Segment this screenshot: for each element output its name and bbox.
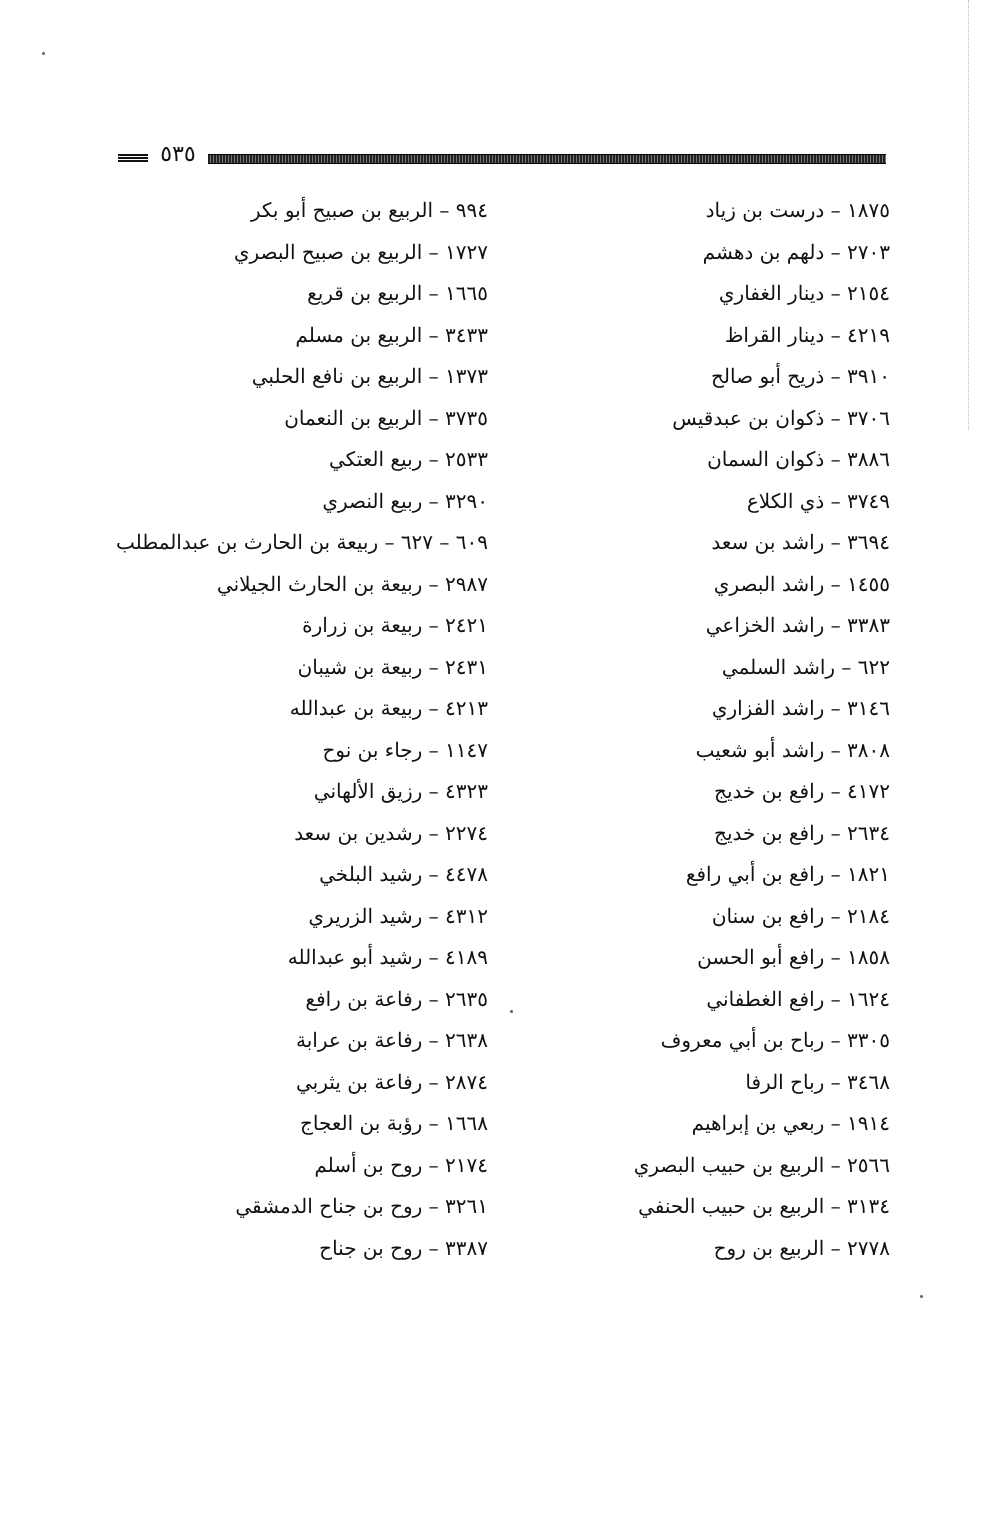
page-header — [118, 142, 886, 170]
index-entry: ٣١٣٤ – الربيع بن حبيب الحنفي — [638, 1194, 890, 1218]
index-entry: ٤١٨٩ – رشيد أبو عبدالله — [287, 945, 488, 969]
index-entry: ٢١٥٤ – دينار الغفاري — [718, 281, 890, 305]
scan-margin-line — [968, 0, 970, 430]
index-entry: ١٨٢١ – رافع بن أبي رافع — [685, 862, 890, 886]
index-entry: ٣٣٨٧ – روح بن جناح — [319, 1235, 488, 1260]
index-entry: ٣٧٠٦ – ذكوان بن عبدقيس — [672, 405, 890, 430]
index-entry: ٣٤٦٨ – رباح الرفا — [745, 1069, 890, 1094]
index-entry: ٤٤٧٨ – رشيد البلخي — [319, 862, 488, 886]
index-entry: ٢١٨٤ – رافع بن سنان — [711, 903, 890, 928]
index-entry: ٢٤٣١ – ربيعة بن شيبان — [297, 654, 488, 679]
index-entry: ١٦٦٨ – رؤبة بن العجاج — [299, 1111, 488, 1135]
page-number: ٥٣٥ — [160, 142, 196, 167]
index-entry: ٣١٤٦ – راشد الفزاري — [711, 696, 890, 720]
index-entry: ٤٣٢٣ – رزيق الألهاني — [313, 779, 488, 803]
index-entry: ١٨٥٨ – رافع أبو الحسن — [697, 945, 890, 969]
index-entry: ١٧٢٧ – الربيع بن صبيح البصري — [233, 239, 488, 264]
index-entry: ٣٦٩٤ – راشد بن سعد — [711, 530, 890, 554]
index-entry: ١٤٥٥ – راشد البصري — [713, 571, 890, 596]
index-entry: ٢٥٦٦ – الربيع بن حبيب البصري — [633, 1152, 890, 1177]
index-column-right — [530, 190, 890, 1269]
index-entry: ٢٨٧٤ – رفاعة بن يثربي — [295, 1069, 488, 1094]
header-ornament — [118, 154, 148, 162]
index-entry: ٢٤٢١ – ربيعة بن زرارة — [302, 613, 488, 637]
scan-speck — [42, 52, 45, 55]
index-entry: ٤٢١٣ – ربيعة بن عبدالله — [289, 696, 488, 720]
index-entry: ٢٦٣٤ – رافع بن خديج — [714, 820, 890, 845]
index-entry: ٣٧٤٩ – ذي الكلاع — [746, 488, 890, 513]
index-entry: ٢٦٣٥ – رفاعة بن رافع — [305, 986, 488, 1011]
scan-speck — [510, 1010, 513, 1013]
index-entry: ٤٢١٩ – دينار القراظ — [724, 322, 890, 347]
index-entry: ٩٩٤ – الربيع بن صبيح أبو بكر — [250, 198, 488, 222]
index-entry: ١٦٦٥ – الربيع بن قريع — [307, 281, 488, 305]
index-entry: ١٦٢٤ – رافع الغطفاني — [706, 986, 890, 1011]
index-entry: ٣٩١٠ – ذريح أبو صالح — [711, 364, 890, 388]
index-column-left — [88, 190, 488, 1269]
index-entry: ١٩١٤ – ربعي بن إبراهيم — [691, 1111, 890, 1135]
index-entry: ٦٠٩ – ٦٢٧ – ربيعة بن الحارث بن عبدالمطلب — [115, 530, 488, 554]
index-entry: ١٨٧٥ – درست بن زياد — [705, 198, 890, 222]
scan-speck — [920, 1295, 923, 1298]
index-entry: ١١٤٧ – رجاء بن نوح — [322, 737, 488, 762]
index-entry: ٣٢٦١ – روح بن جناح الدمشقي — [235, 1194, 488, 1218]
index-entry: ٢٢٧٤ – رشدين بن سعد — [294, 820, 488, 845]
index-entry: ٢٩٨٧ – ربيعة بن الحارث الجيلاني — [216, 571, 488, 596]
index-entry: ٢٥٣٣ – ربيع العتكي — [329, 447, 488, 471]
index-entry: ٢٧٧٨ – الربيع بن روح — [713, 1235, 890, 1260]
index-entry: ٤٣١٢ – رشيد الزريري — [308, 903, 488, 928]
index-entry: ٣٨٠٨ – راشد أبو شعيب — [695, 737, 890, 762]
index-entry: ٣٧٣٥ – الربيع بن النعمان — [284, 405, 488, 430]
index-entry: ٣٤٣٣ – الربيع بن مسلم — [295, 322, 488, 347]
index-entry: ٣٣٨٣ – راشد الخزاعي — [705, 613, 890, 637]
index-entry: ٣٣٠٥ – رباح بن أبي معروف — [660, 1028, 890, 1052]
index-entry: ٢٦٣٨ – رفاعة بن عرابة — [296, 1028, 488, 1052]
index-entry: ٦٢٢ – راشد السلمي — [721, 654, 890, 679]
index-entry: ٣٨٨٦ – ذكوان السمان — [707, 447, 890, 471]
index-entry: ٢٧٠٣ – دلهم بن دهشم — [702, 239, 890, 264]
index-entry: ١٣٧٣ – الربيع بن نافع الحلبي — [251, 364, 488, 388]
header-rule — [208, 154, 886, 164]
index-entry: ٣٢٩٠ – ربيع النصري — [322, 488, 488, 513]
index-entry: ٤١٧٢ – رافع بن خديج — [714, 779, 890, 803]
index-entry: ٢١٧٤ – روح بن أسلم — [314, 1152, 488, 1177]
